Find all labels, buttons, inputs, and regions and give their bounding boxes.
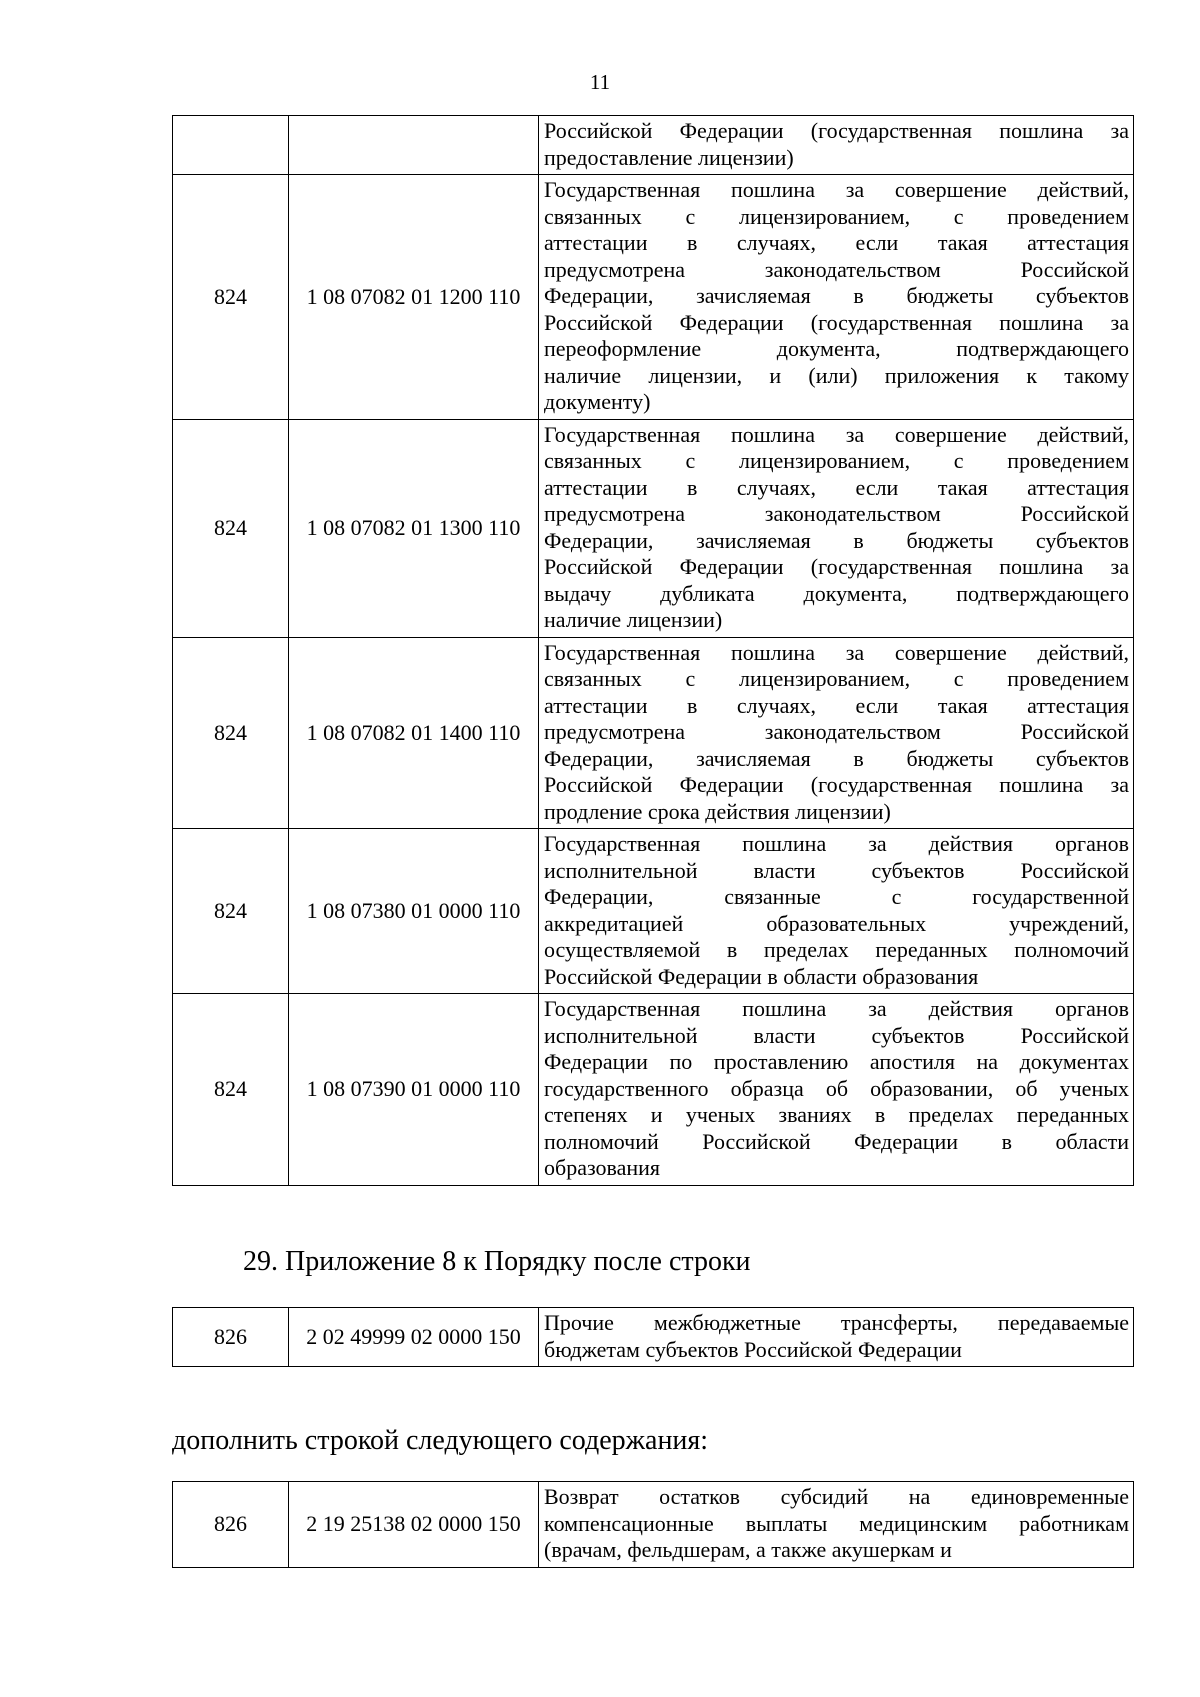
description-line: аттестации в случаях, если такая аттестация xyxy=(544,474,1129,500)
administrator-code-cell: 824 xyxy=(173,637,289,829)
budget-classification-code-cell: 1 08 07082 01 1200 110 xyxy=(289,175,539,420)
administrator-code-cell: 824 xyxy=(173,994,289,1186)
description-line: Российской Федерации (государственная пошлина за xyxy=(544,772,1129,797)
paragraph-add-row: дополнить строкой следующего содержания: xyxy=(172,1425,709,1456)
description-line: Российской Федерации (государственная пошлина за xyxy=(544,118,1129,143)
description-line: связанных с лицензированием, с проведением xyxy=(544,448,1129,473)
administrator-code-cell: 824 xyxy=(173,175,289,420)
description-line: Российской Федерации (государственная пошлина за xyxy=(544,554,1129,579)
description-line: наличие лицензии) xyxy=(544,607,723,632)
description-line: предусмотрена законодательством Российской xyxy=(544,256,1129,282)
description-cell xyxy=(539,994,1134,1186)
description-line: Государственная пошлина за действия органов xyxy=(544,831,1129,856)
administrator-code-cell: 826 xyxy=(173,1482,289,1568)
description-line: наличие лицензии, и (или) приложения к такому xyxy=(544,362,1129,388)
description-cell xyxy=(539,175,1134,420)
description-line: аттестации в случаях, если такая аттестация xyxy=(544,692,1129,718)
description-line: Федерации, зачисляемая в бюджеты субъектов xyxy=(544,527,1129,553)
new-row-table xyxy=(172,1481,1134,1568)
budget-classification-code-cell: 2 02 49999 02 0000 150 xyxy=(289,1308,539,1367)
description-line: Федерации, зачисляемая в бюджеты субъектов xyxy=(544,283,1129,308)
description-line: Государственная пошлина за совершение действий, xyxy=(544,177,1129,202)
table-row xyxy=(173,637,1134,829)
description-line: выдачу дубликата документа, подтверждающего xyxy=(544,580,1129,606)
description-cell xyxy=(539,1308,1134,1367)
table-row xyxy=(173,116,1134,175)
table-row xyxy=(173,994,1134,1186)
description-line: государственного образца об образовании, об ученых xyxy=(544,1075,1129,1101)
description-line: осуществляемой в пределах переданных полномочий xyxy=(544,937,1129,962)
description-line: Федерации по проставлению апостиля на документах xyxy=(544,1049,1129,1074)
description-line: связанных с лицензированием, с проведением xyxy=(544,203,1129,229)
administrator-code-cell: 824 xyxy=(173,419,289,637)
description-line: Федерации, зачисляемая в бюджеты субъектов xyxy=(544,745,1129,771)
description-line: аккредитацией образовательных учреждений, xyxy=(544,910,1129,936)
description-line: степенях и ученых званиях в пределах переданных xyxy=(544,1102,1129,1127)
description-line: предоставление лицензии) xyxy=(544,144,794,170)
description-line: Российской Федерации в области образования xyxy=(544,963,979,989)
description-cell xyxy=(539,829,1134,994)
budget-classification-code-cell: 1 08 07380 01 0000 110 xyxy=(289,829,539,994)
description-line: Государственная пошлина за действия органов xyxy=(544,996,1129,1021)
description-line: аттестации в случаях, если такая аттестация xyxy=(544,230,1129,255)
table-row xyxy=(173,419,1134,637)
administrator-code-cell: 826 xyxy=(173,1308,289,1367)
description-line: предусмотрена законодательством Российской xyxy=(544,719,1129,744)
description-line: исполнительной власти субъектов Российской xyxy=(544,857,1129,883)
budget-classification-code-cell: 1 08 07082 01 1400 110 xyxy=(289,637,539,829)
description-line: предусмотрена законодательством Российской xyxy=(544,501,1129,526)
budget-classification-code-cell: 1 08 07082 01 1300 110 xyxy=(289,419,539,637)
description-line: исполнительной власти субъектов Российской xyxy=(544,1022,1129,1048)
description-line: Российской Федерации (государственная пошлина за xyxy=(544,309,1129,335)
budget-classification-code-cell: 2 19 25138 02 0000 150 xyxy=(289,1482,539,1568)
description-line: Возврат остатков субсидий на единовременные xyxy=(544,1484,1129,1509)
revenue-codes-table xyxy=(172,115,1134,1186)
description-cell xyxy=(539,637,1134,829)
table-row xyxy=(173,175,1134,420)
paragraph-29: 29. Приложение 8 к Порядку после строки xyxy=(243,1246,751,1277)
description-line: компенсационные выплаты медицинским работникам xyxy=(544,1510,1129,1536)
page-number: 11 xyxy=(589,70,611,94)
description-line: переоформление документа, подтверждающего xyxy=(544,336,1129,361)
description-cell xyxy=(539,419,1134,637)
budget-classification-code-cell xyxy=(289,116,539,175)
description-line: полномочий Российской Федерации в области xyxy=(544,1128,1129,1154)
description-line: Государственная пошлина за совершение действий, xyxy=(544,421,1129,447)
description-line: Государственная пошлина за совершение действий, xyxy=(544,639,1129,665)
revenue-codes-table-body xyxy=(173,116,1134,1186)
administrator-code-cell xyxy=(173,116,289,175)
description-line: продление срока действия лицензии) xyxy=(544,798,891,824)
table-row xyxy=(173,829,1134,994)
description-line: Федерации, связанные с государственной xyxy=(544,884,1129,909)
description-line: документу) xyxy=(544,389,651,414)
table-row xyxy=(173,1308,1134,1367)
description-line: связанных с лицензированием, с проведением xyxy=(544,666,1129,691)
description-line: Прочие межбюджетные трансферты, передаваемые xyxy=(544,1310,1129,1335)
description-line: (врачам, фельдшерам, а также акушеркам и xyxy=(544,1537,952,1562)
description-cell xyxy=(539,116,1134,175)
description-line: образования xyxy=(544,1155,661,1180)
administrator-code-cell: 824 xyxy=(173,829,289,994)
reference-row-table xyxy=(172,1307,1134,1367)
description-cell xyxy=(539,1482,1134,1568)
description-line: бюджетам субъектов Российской Федерации xyxy=(544,1336,962,1362)
table-row xyxy=(173,1482,1134,1568)
budget-classification-code-cell: 1 08 07390 01 0000 110 xyxy=(289,994,539,1186)
